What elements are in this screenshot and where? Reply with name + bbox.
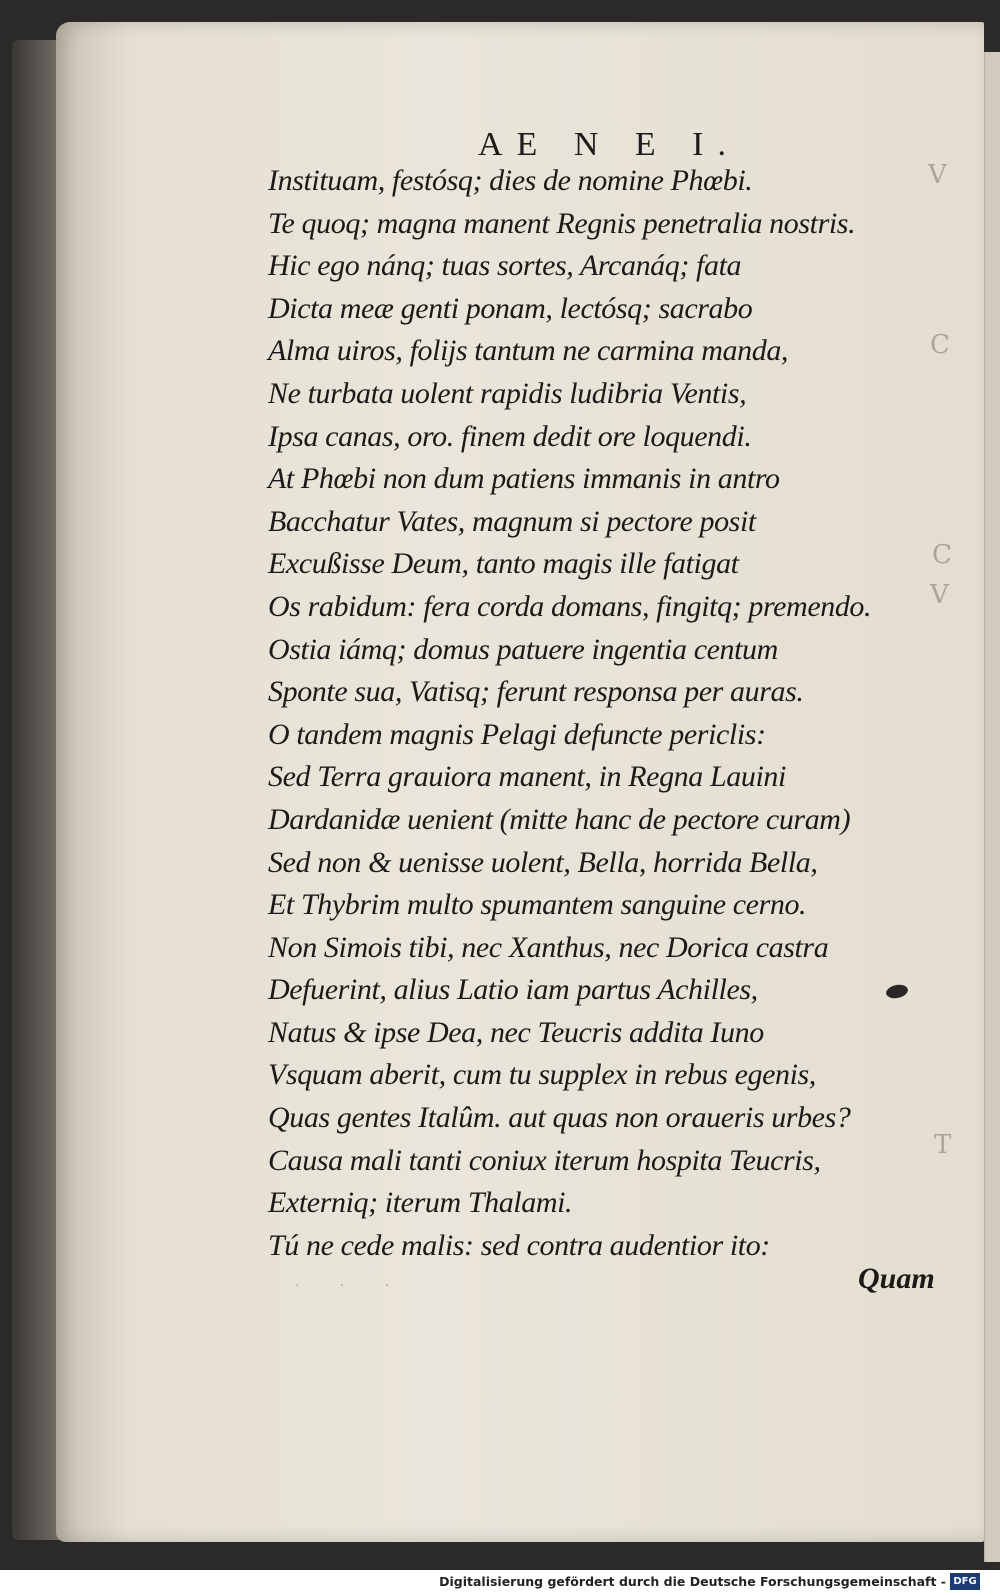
verse-line: Externiq; iterum Thalami. xyxy=(268,1186,573,1220)
verse-line: Dicta meæ genti ponam, lectósq; sacrabo xyxy=(268,291,753,325)
verse-line: Defuerint, alius Latio iam partus Achilles, xyxy=(268,973,758,1007)
verse-line: Instituam, festósq; dies de nomine Phœbi. xyxy=(268,164,753,197)
bleed-mark: T xyxy=(934,1130,952,1160)
bleed-mark: V xyxy=(930,580,949,610)
facing-page-edge xyxy=(984,52,1000,1562)
bleed-mark: C xyxy=(932,540,952,570)
verse-line: Ostia iámq; domus patuere ingentia centum xyxy=(268,632,778,666)
verse-line: Tú ne cede malis: sed contra audentior ito: xyxy=(268,1228,770,1262)
verse-line: O tandem magnis Pelagi defuncte periclis: xyxy=(268,717,766,751)
running-head: AE N E I. xyxy=(478,126,740,163)
catchword: Quam xyxy=(858,1262,935,1295)
verse-line: Quas gentes Italûm. aut quas non oraueris urbes? xyxy=(268,1101,851,1135)
verse-line: Non Simois tibi, nec Xanthus, nec Dorica castra xyxy=(268,930,829,964)
dfg-logo-icon[interactable]: DFG xyxy=(950,1573,980,1590)
verse-line: Ipsa canas, oro. finem dedit ore loquendi. xyxy=(268,419,752,453)
verse-line: Ne turbata uolent rapidis ludibria Ventis, xyxy=(268,376,747,410)
bleed-mark: C xyxy=(930,330,950,360)
verse-line: Et Thybrim multo spumantem sanguine cerno. xyxy=(268,888,807,922)
faint-offset-marks: · · · xyxy=(295,1278,408,1294)
verse-line: Os rabidum: fera corda domans, fingitq; premendo. xyxy=(268,589,872,623)
verse-line: Sed Terra grauiora manent, in Regna Lauini xyxy=(268,760,786,794)
verse-line: Bacchatur Vates, magnum si pectore posit xyxy=(268,504,756,538)
verse-line: Hic ego nánq; tuas sortes, Arcanáq; fata xyxy=(268,249,742,283)
bleed-mark: V xyxy=(928,160,947,190)
verse-line: Sponte sua, Vatisq; ferunt responsa per auras. xyxy=(268,675,804,709)
verse-line: Alma uiros, folijs tantum ne carmina manda, xyxy=(268,334,789,368)
verse-line: At Phœbi non dum patiens immanis in antro xyxy=(268,462,780,496)
verse-list xyxy=(268,160,928,1267)
verse-line: Causa mali tanti coniux iterum hospita Teucris, xyxy=(268,1143,821,1177)
verse-line: Vsquam aberit, cum tu supplex in rebus egenis, xyxy=(268,1058,816,1092)
verse-line: Sed non & uenisse uolent, Bella, horrida Bella, xyxy=(268,845,818,879)
verse-line: Natus & ipse Dea, nec Teucris addita Iuno xyxy=(268,1015,764,1049)
verse-line: Te quoq; magna manent Regnis penetralia nostris. xyxy=(268,206,856,240)
verse-line: Dardanidæ uenient (mitte hanc de pectore curam) xyxy=(268,802,851,836)
verse-line: Excußisse Deum, tanto magis ille fatigat xyxy=(268,547,739,581)
digitization-credit: Digitalisierung gefördert durch die Deutsche Forschungsgemeinschaft - xyxy=(439,1574,946,1589)
